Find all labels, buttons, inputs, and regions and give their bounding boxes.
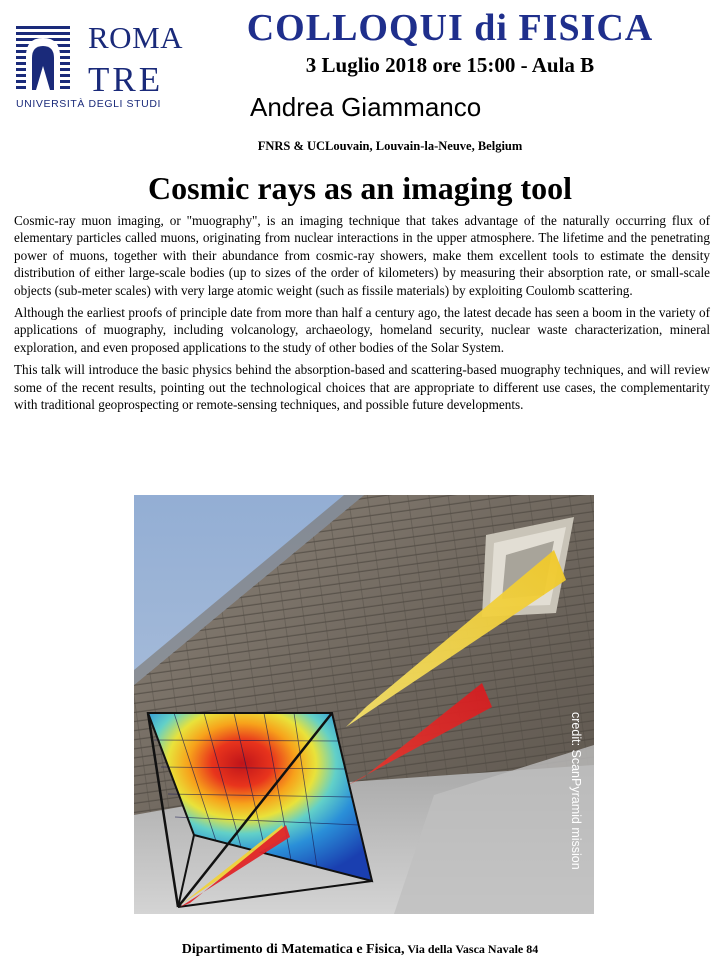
abstract-paragraph: Although the earliest proofs of principle date from more than half a century ago, the latest decade has seen a boom in the variety of applications of muography, including volcanology, archaeology, homeland security, nuclear waste characterization, mineral exploration, and even proposed applications to the study of other bodies of the Solar System.: [14, 305, 710, 355]
date-line: 3 Luglio 2018 ore 15:00 - Aula B: [305, 53, 595, 77]
series-title: COLLOQUI di FISICA: [246, 7, 654, 49]
department-address: Via della Vasca Navale 84: [404, 942, 539, 956]
speaker-affiliation: FNRS & UCLouvain, Louvain-la-Neuve, Belgium: [257, 139, 523, 153]
image-credit: [568, 712, 586, 892]
logo-subtitle: UNIVERSITÀ DEGLI STUDI: [16, 98, 162, 110]
abstract: [14, 212, 710, 418]
roma-tre-emblem-icon: [14, 16, 88, 96]
university-logo: [14, 16, 188, 112]
talk-title: Cosmic rays as an imaging tool: [148, 170, 572, 206]
pyramid-muography-image: [134, 495, 594, 914]
image-credit-text: credit: ScanPyramid mission: [569, 712, 583, 870]
footer: [0, 940, 720, 958]
muography-illustration: [134, 495, 594, 914]
logo-word-tre: TRE: [88, 60, 164, 99]
department-name: Dipartimento di Matematica e Fisica,: [181, 942, 405, 957]
speaker-name: Andrea Giammanco: [250, 92, 482, 122]
abstract-paragraph: Cosmic-ray muon imaging, or "muography", is an imaging technique that takes advantage of the naturally occurring flux of elementary particles called muons, originating from nuclear interactions in the upper atmosphere. The lifetime and the penetrating power of muons, together with their abundance from cosmic-ray showers, make them excellent tools to estimate the density distribution of either large-scale bodies (up to sizes of the order of kilometers) by measuring their absorption rate, or small-scale objects (sub-meter scales) with very large atomic weight (such as fissile materials) by exploiting Coulomb scattering.: [14, 213, 710, 298]
abstract-paragraph: This talk will introduce the basic physics behind the absorption-based and scattering-based muography techniques, and will review some of the recent results, pointing out the technological choices that are appropriate to different use cases, the complementarity with traditional geoprospecting or remote-sensing techniques, and possible future developments.: [14, 362, 710, 413]
logo-word-roma: ROMA: [88, 20, 184, 55]
